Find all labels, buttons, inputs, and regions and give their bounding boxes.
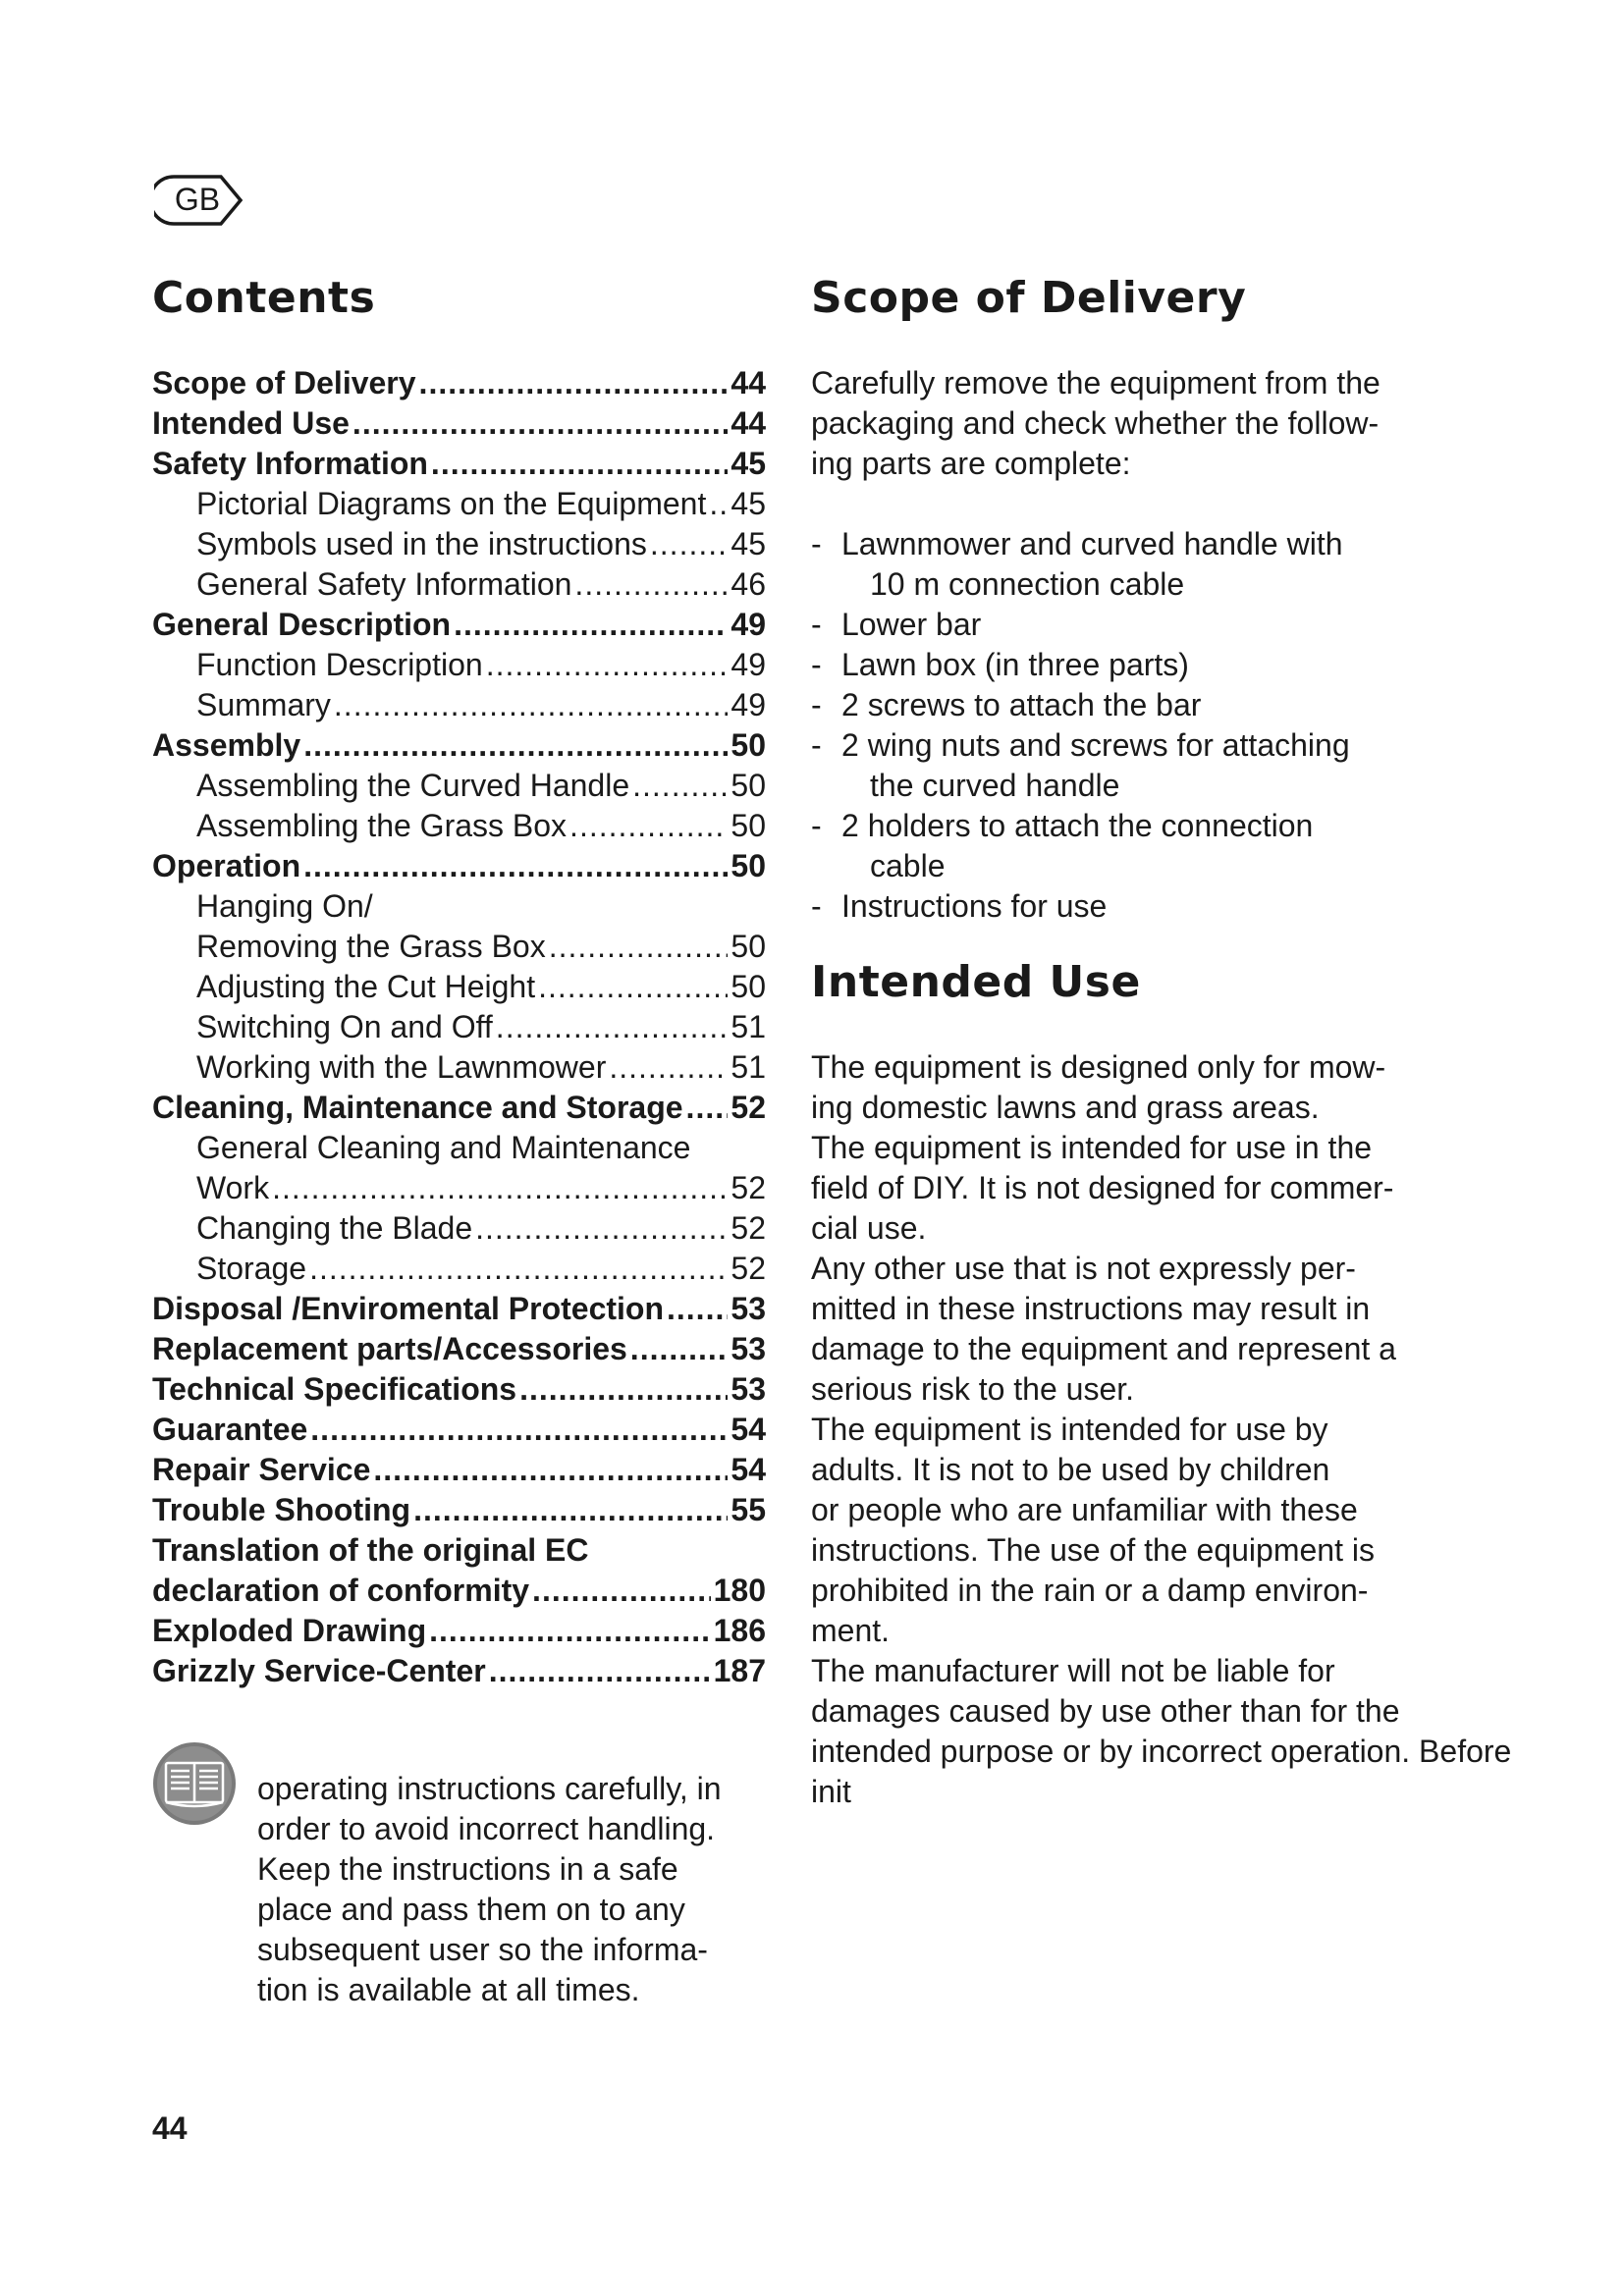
toc-entry-page: 187 xyxy=(713,1653,766,1688)
toc-entry-title: Working with the Lawnmower xyxy=(196,1049,607,1085)
intended-use-line: or people who are unfamiliar with these xyxy=(811,1492,1358,1527)
toc-entry xyxy=(152,1291,766,1331)
toc-entry xyxy=(152,768,766,808)
toc-leader-dots xyxy=(454,607,728,643)
toc-entry xyxy=(152,405,766,446)
toc-leader-dots xyxy=(303,848,728,884)
toc-entry-title: Grizzly Service-Center xyxy=(152,1653,486,1688)
toc-entry-title: Switching On and Off xyxy=(196,1009,493,1044)
scope-item-list xyxy=(811,524,1439,927)
intended-use-heading: Intended Use xyxy=(811,957,1141,1007)
toc-leader-dots xyxy=(549,929,729,965)
toc-entry-title: Symbols used in the instructions xyxy=(196,526,647,561)
info-note-text xyxy=(257,1769,768,2010)
info-note-line: order to avoid incorrect handling. xyxy=(257,1811,716,1846)
toc-entry-title: Exploded Drawing xyxy=(152,1613,427,1648)
toc-entry xyxy=(152,1371,766,1412)
scope-item-line: 2 screws to attach the bar xyxy=(841,687,1202,722)
list-dash: - xyxy=(811,687,822,722)
toc-entry-page: 53 xyxy=(731,1331,766,1366)
toc-entry-title: Cleaning, Maintenance and Storage xyxy=(152,1090,683,1125)
toc-entry xyxy=(152,687,766,727)
scope-heading: Scope of Delivery xyxy=(811,273,1247,323)
toc-leader-dots xyxy=(519,1371,728,1408)
toc-entry-title: General Description xyxy=(152,607,452,642)
toc-leader-dots xyxy=(413,1492,728,1528)
scope-list-item xyxy=(811,605,1439,645)
toc-leader-dots xyxy=(334,687,729,723)
toc-leader-dots xyxy=(630,1331,729,1367)
table-of-contents xyxy=(152,365,766,1693)
toc-entry xyxy=(152,1613,766,1653)
list-dash: - xyxy=(811,727,822,763)
intended-use-line: The manufacturer will not be liable for xyxy=(811,1653,1335,1688)
scope-intro-line: ing parts are complete: xyxy=(811,446,1131,481)
toc-leader-dots xyxy=(650,526,729,562)
toc-entry-title: Operation xyxy=(152,848,301,883)
intended-use-line: damage to the equipment and represent a xyxy=(811,1331,1396,1366)
gb-country-badge xyxy=(154,173,244,228)
toc-entry-title: Assembly xyxy=(152,727,301,763)
toc-leader-dots xyxy=(632,768,728,804)
scope-item-line: the curved handle xyxy=(870,768,1120,803)
toc-entry-page: 50 xyxy=(731,808,766,843)
toc-leader-dots xyxy=(667,1291,728,1327)
scope-item-line: Lawnmower and curved handle with xyxy=(841,526,1343,561)
toc-entry xyxy=(152,446,766,486)
toc-entry-page: 45 xyxy=(731,446,766,481)
scope-list-item xyxy=(811,685,1439,725)
toc-entry-title: General Cleaning and Maintenance xyxy=(196,1130,691,1165)
toc-entry xyxy=(152,1009,766,1049)
toc-leader-dots xyxy=(569,808,728,844)
intended-use-line: field of DIY. It is not designed for commer- xyxy=(811,1170,1394,1205)
scope-list-item xyxy=(811,524,1439,605)
scope-intro-line: Carefully remove the equipment from the xyxy=(811,365,1380,400)
toc-entry-title: Storage xyxy=(196,1251,307,1286)
toc-leader-dots xyxy=(373,1452,728,1488)
toc-entry-title: Translation of the original EC xyxy=(152,1532,589,1568)
toc-entry-page: 52 xyxy=(731,1210,766,1246)
toc-entry-page: 54 xyxy=(731,1412,766,1447)
toc-entry-title: Replacement parts/Accessories xyxy=(152,1331,627,1366)
toc-entry-title: Work xyxy=(196,1170,270,1205)
toc-entry-page: 49 xyxy=(731,687,766,722)
toc-entry-title: declaration of conformity xyxy=(152,1573,530,1608)
toc-leader-dots xyxy=(272,1170,728,1206)
toc-leader-dots xyxy=(429,1613,710,1649)
intended-use-line: adults. It is not to be used by children xyxy=(811,1452,1330,1487)
intended-use-line: ing domestic lawns and grass areas. xyxy=(811,1090,1320,1125)
scope-item-line: 2 holders to attach the connection xyxy=(841,808,1314,843)
toc-leader-dots xyxy=(486,647,729,683)
intended-use-line: cial use. xyxy=(811,1210,927,1246)
scope-intro xyxy=(811,363,1439,484)
toc-entry xyxy=(152,607,766,647)
toc-entry-page: 49 xyxy=(731,607,766,642)
scope-item-line: 10 m connection cable xyxy=(870,566,1185,602)
info-note-line: subsequent user so the informa- xyxy=(257,1932,708,1967)
toc-leader-dots xyxy=(352,405,728,442)
scope-item-line: 2 wing nuts and screws for attaching xyxy=(841,727,1350,763)
list-dash: - xyxy=(811,607,822,642)
toc-entry-title: Guarantee xyxy=(152,1412,308,1447)
toc-entry-page: 46 xyxy=(731,566,766,602)
list-dash: - xyxy=(811,888,822,924)
intended-use-line: ment. xyxy=(811,1613,891,1648)
toc-entry xyxy=(152,365,766,405)
toc-leader-dots xyxy=(489,1653,711,1689)
toc-entry-page: 44 xyxy=(731,405,766,441)
book-icon xyxy=(152,1741,237,1826)
toc-entry-title: Hanging On/ xyxy=(196,888,373,924)
toc-entry-title: Repair Service xyxy=(152,1452,371,1487)
info-note-line: place and pass them on to any xyxy=(257,1892,685,1927)
toc-entry-page: 49 xyxy=(731,647,766,682)
toc-entry-page: 45 xyxy=(731,526,766,561)
toc-entry xyxy=(152,1090,766,1130)
list-dash: - xyxy=(811,808,822,843)
toc-leader-dots xyxy=(574,566,728,603)
intended-use-line: instructions. The use of the equipment is xyxy=(811,1532,1375,1568)
info-note-line: Keep the instructions in a safe xyxy=(257,1851,678,1887)
toc-leader-dots xyxy=(475,1210,728,1247)
intended-use-line: serious risk to the user. xyxy=(811,1371,1135,1407)
toc-entry-title: Function Description xyxy=(196,647,483,682)
toc-leader-dots xyxy=(609,1049,728,1086)
toc-entry xyxy=(152,848,766,888)
scope-intro-line: packaging and check whether the follow- xyxy=(811,405,1380,441)
toc-leader-dots xyxy=(303,727,728,764)
toc-entry-page: 53 xyxy=(731,1371,766,1407)
toc-entry-page: 50 xyxy=(731,727,766,763)
scope-item-line: Lawn box (in three parts) xyxy=(841,647,1189,682)
toc-entry-title: Summary xyxy=(196,687,331,722)
info-note-line: tion is available at all times. xyxy=(257,1972,640,2007)
toc-leader-dots xyxy=(310,1412,728,1448)
toc-entry xyxy=(152,647,766,687)
toc-entry xyxy=(152,1412,766,1452)
toc-entry-title: Removing the Grass Box xyxy=(196,929,546,964)
gb-badge-text: GB xyxy=(174,182,221,217)
scope-list-item xyxy=(811,725,1439,806)
toc-entry xyxy=(152,1492,766,1532)
toc-entry xyxy=(152,1170,766,1210)
intended-use-line: damages caused by use other than for the xyxy=(811,1693,1400,1729)
scope-item-line: cable xyxy=(870,848,946,883)
toc-entry xyxy=(152,1049,766,1090)
toc-entry xyxy=(152,1130,766,1170)
toc-entry-page: 50 xyxy=(731,929,766,964)
toc-entry-title: Adjusting the Cut Height xyxy=(196,969,536,1004)
toc-entry-title: Trouble Shooting xyxy=(152,1492,411,1527)
toc-entry-page: 52 xyxy=(731,1251,766,1286)
toc-entry-page: 50 xyxy=(731,768,766,803)
toc-leader-dots xyxy=(709,486,728,522)
toc-entry xyxy=(152,1653,766,1693)
toc-entry-title: Pictorial Diagrams on the Equipment xyxy=(196,486,707,521)
toc-entry-page: 45 xyxy=(731,486,766,521)
toc-entry-page: 52 xyxy=(731,1170,766,1205)
toc-entry-title: Safety Information xyxy=(152,446,428,481)
toc-entry xyxy=(152,929,766,969)
toc-entry xyxy=(152,1251,766,1291)
intended-use-line: mitted in these instructions may result in xyxy=(811,1291,1371,1326)
scope-list-item xyxy=(811,886,1439,927)
intended-use-text xyxy=(811,1047,1518,1812)
info-note-line: operating instructions carefully, in xyxy=(257,1771,722,1806)
toc-entry-page: 52 xyxy=(731,1090,766,1125)
toc-leader-dots xyxy=(431,446,728,482)
toc-entry-page: 50 xyxy=(731,969,766,1004)
toc-entry xyxy=(152,888,766,929)
intended-use-line: prohibited in the rain or a damp environ- xyxy=(811,1573,1369,1608)
intended-use-line: The equipment is intended for use by xyxy=(811,1412,1328,1447)
toc-entry xyxy=(152,1573,766,1613)
toc-entry-page: 51 xyxy=(731,1009,766,1044)
scope-list-item xyxy=(811,645,1439,685)
toc-entry-title: Technical Specifications xyxy=(152,1371,517,1407)
toc-leader-dots xyxy=(538,969,728,1005)
scope-item-line: Lower bar xyxy=(841,607,982,642)
toc-entry xyxy=(152,969,766,1009)
toc-entry xyxy=(152,566,766,607)
contents-heading: Contents xyxy=(152,273,376,323)
toc-leader-dots xyxy=(496,1009,729,1045)
toc-entry-page: 186 xyxy=(713,1613,766,1648)
intended-use-line: The equipment is designed only for mow- xyxy=(811,1049,1386,1085)
toc-leader-dots xyxy=(532,1573,711,1609)
toc-entry xyxy=(152,1452,766,1492)
toc-entry-page: 54 xyxy=(731,1452,766,1487)
toc-entry xyxy=(152,526,766,566)
scope-item-line: Instructions for use xyxy=(841,888,1108,924)
toc-leader-dots xyxy=(309,1251,728,1287)
intended-use-line: intended purpose or by incorrect operation. Before init xyxy=(811,1734,1512,1809)
toc-entry-page: 53 xyxy=(731,1291,766,1326)
toc-leader-dots xyxy=(419,365,729,401)
toc-entry xyxy=(152,1210,766,1251)
toc-entry-title: Intended Use xyxy=(152,405,350,441)
toc-entry-title: Changing the Blade xyxy=(196,1210,473,1246)
toc-entry xyxy=(152,486,766,526)
toc-entry-title: Disposal /Enviromental Protection xyxy=(152,1291,664,1326)
list-dash: - xyxy=(811,647,822,682)
toc-entry-page: 44 xyxy=(731,365,766,400)
list-dash: - xyxy=(811,526,822,561)
toc-entry xyxy=(152,808,766,848)
toc-entry-page: 50 xyxy=(731,848,766,883)
toc-entry-title: Assembling the Grass Box xyxy=(196,808,568,843)
toc-entry-title: Assembling the Curved Handle xyxy=(196,768,630,803)
toc-leader-dots xyxy=(686,1090,729,1126)
toc-entry-page: 51 xyxy=(731,1049,766,1085)
scope-list-item xyxy=(811,806,1439,886)
page-number: 44 xyxy=(152,2110,188,2146)
toc-entry xyxy=(152,1331,766,1371)
toc-entry-page: 180 xyxy=(713,1573,766,1608)
toc-entry-page: 55 xyxy=(731,1492,766,1527)
intended-use-line: The equipment is intended for use in the xyxy=(811,1130,1373,1165)
intended-use-line: Any other use that is not expressly per- xyxy=(811,1251,1356,1286)
toc-entry-title: Scope of Delivery xyxy=(152,365,416,400)
toc-entry xyxy=(152,1532,766,1573)
toc-entry xyxy=(152,727,766,768)
toc-entry-title: General Safety Information xyxy=(196,566,572,602)
